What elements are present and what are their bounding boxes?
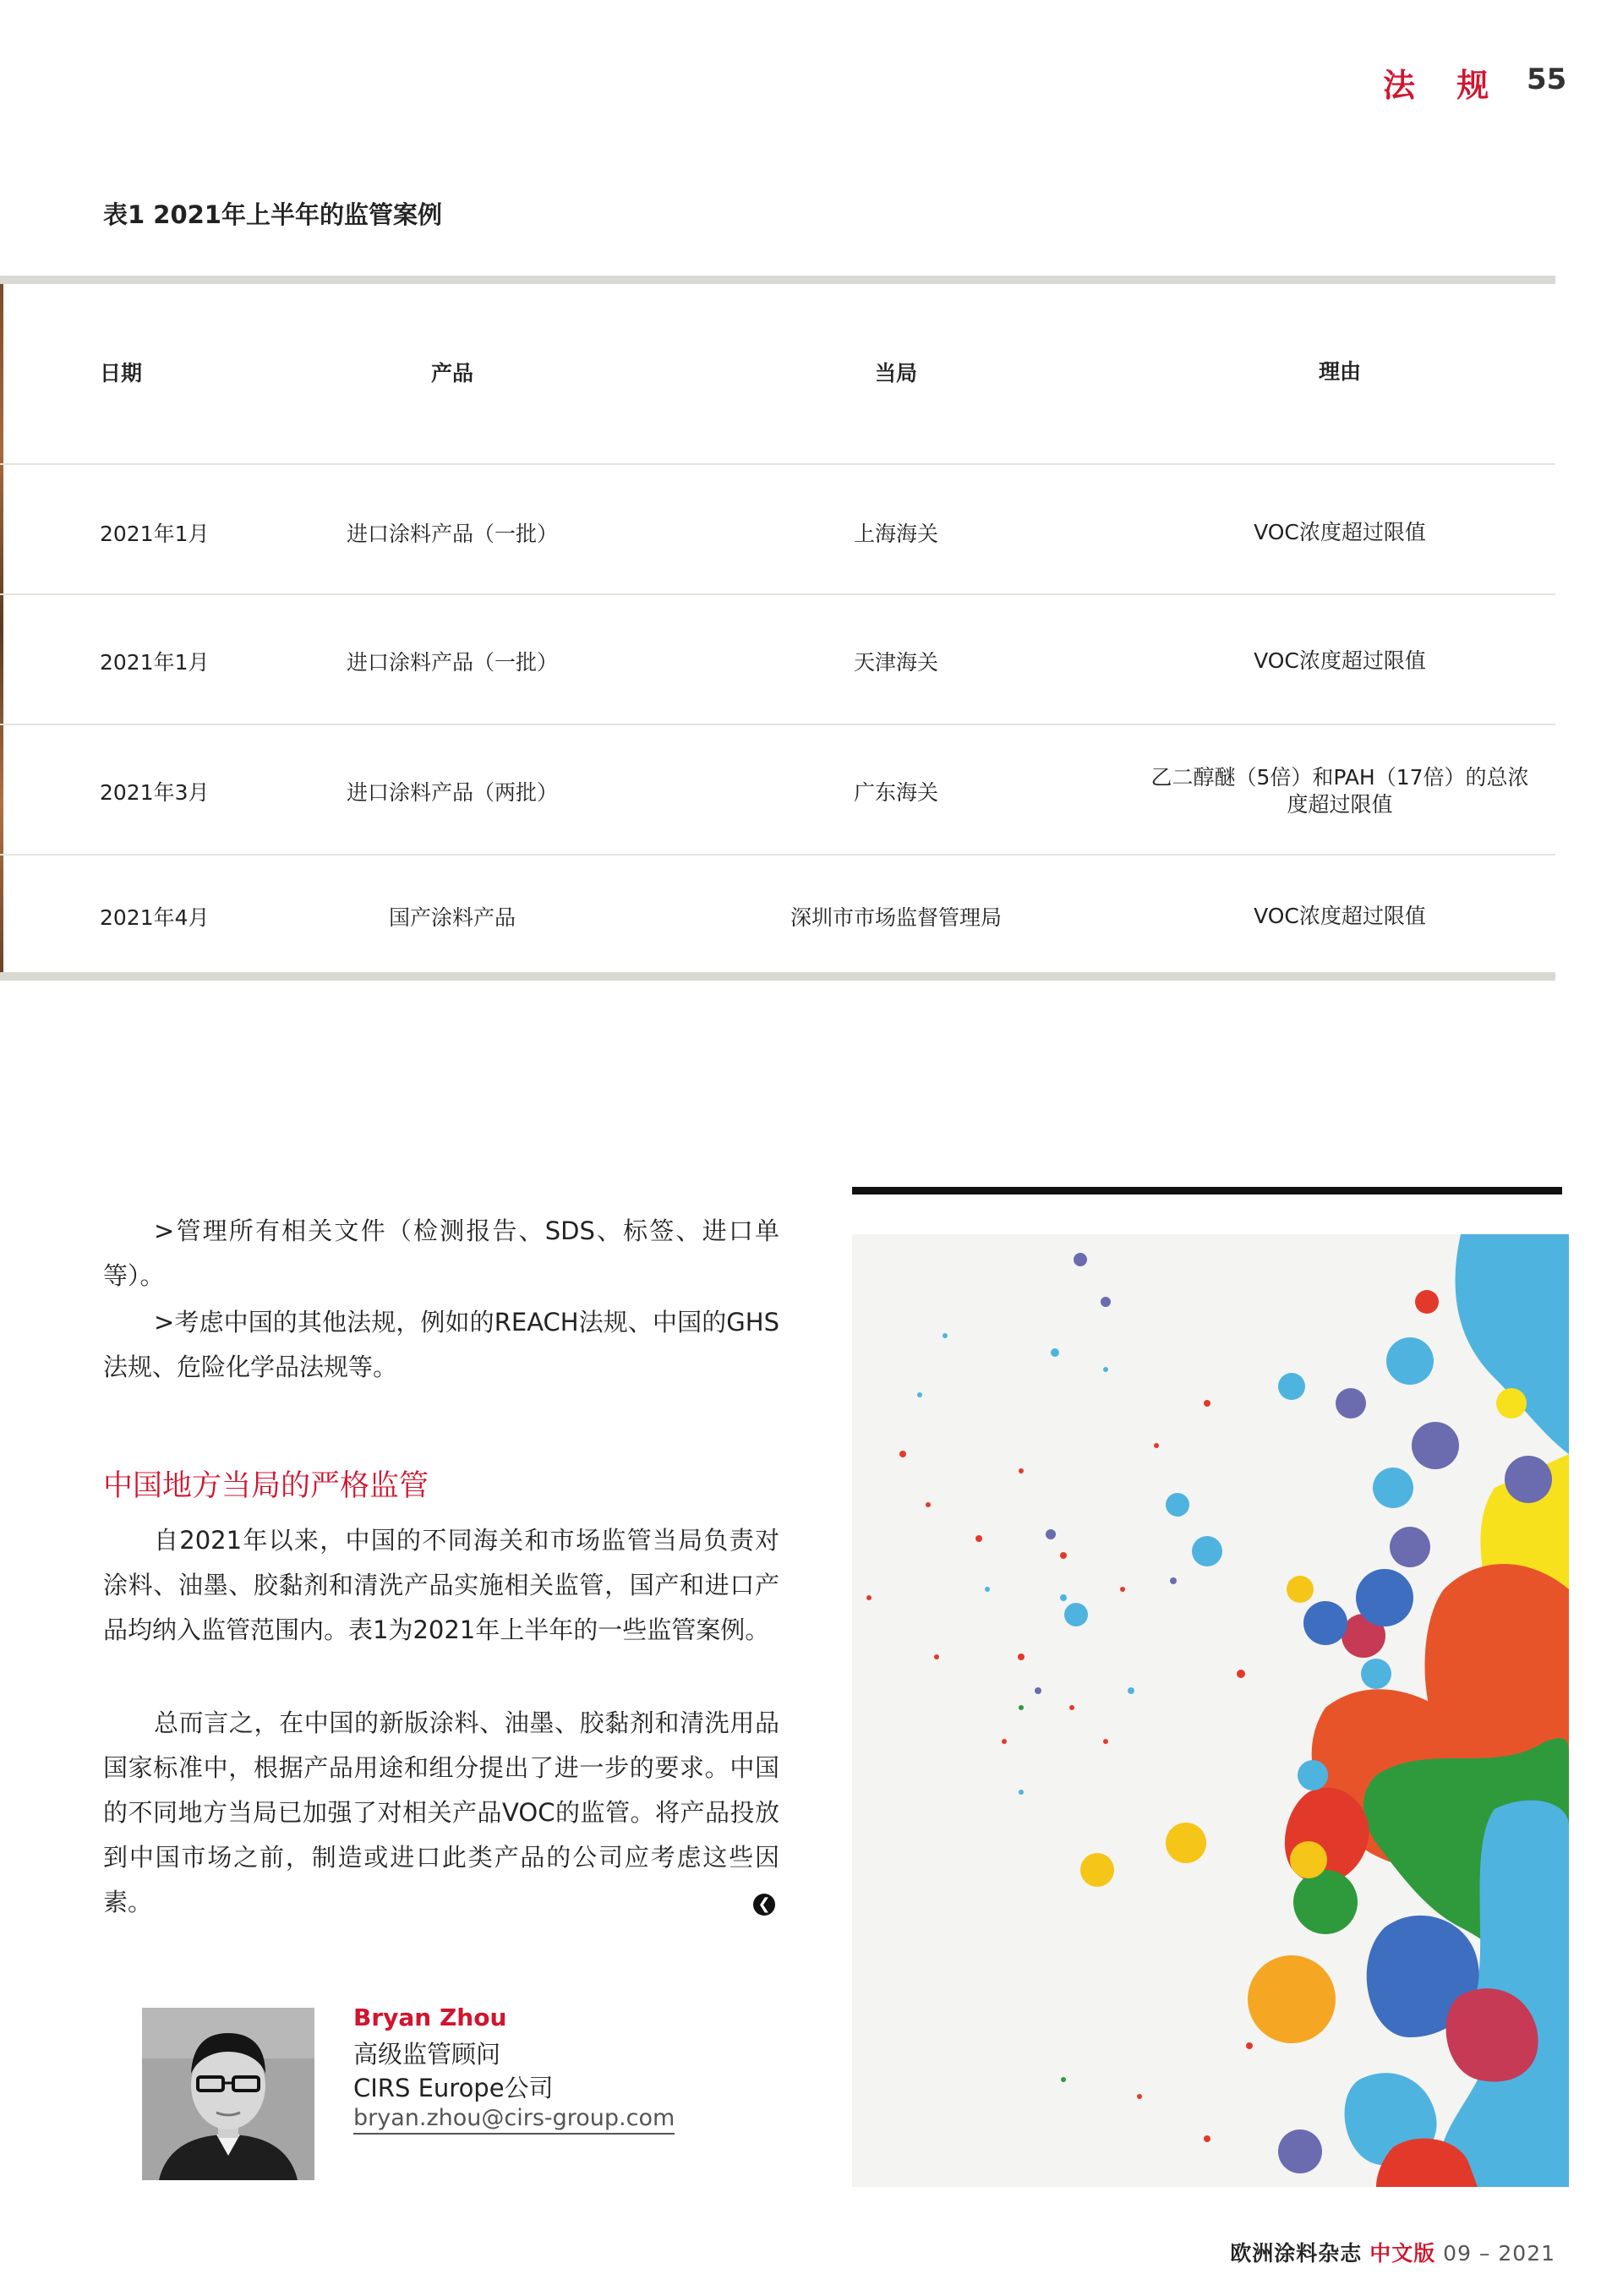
art-top-rule xyxy=(852,1187,1562,1194)
left-edge-strip xyxy=(0,276,3,981)
footer-edition: 中文版 xyxy=(1369,2241,1436,2266)
table-cell-product: 进口涂料产品（一批） xyxy=(346,522,558,546)
table-cell-reason: 乙二醇醚（5倍）和PAH（17倍）的总浓度超过限值 xyxy=(1150,765,1529,817)
table-cell-reason: VOC浓度超过限值 xyxy=(1254,904,1426,928)
table-header-reason: 理由 xyxy=(1318,359,1361,384)
table-cell-date: 2021年3月 xyxy=(100,780,210,805)
body-paragraph: 自2021年以来，中国的不同海关和市场监管当局负责对涂料、油墨、胶黏剂和清洗产品实施相关监管，国产和进口产品均纳入监管范围内。表1为2021年上半年的一些监管案例。 xyxy=(103,1526,779,1644)
table-row-divider xyxy=(0,463,1555,465)
bullet-paragraph: >管理所有相关文件（检测报告、SDS、标签、进口单等）。 xyxy=(103,1216,779,1290)
table-cell-date: 2021年1月 xyxy=(100,522,210,546)
page-number: 55 xyxy=(1527,63,1567,96)
arrow-circle-icon: ❮ xyxy=(753,1894,775,1916)
page-footer xyxy=(1230,2237,1555,2267)
footer-issue: 09 – 2021 xyxy=(1443,2241,1555,2266)
bullet-paragraph: >考虑中国的其他法规，例如的REACH法规、中国的GHS法规、危险化学品法规等。 xyxy=(103,1308,779,1381)
paint-splash-illustration xyxy=(852,1234,1569,2187)
table-bottom-rule xyxy=(0,972,1555,981)
author-company: CIRS Europe公司 xyxy=(353,2074,554,2102)
table-cell-authority: 广东海关 xyxy=(853,780,938,805)
table-cell-date: 2021年4月 xyxy=(100,905,210,930)
table-header-authority: 当局 xyxy=(874,361,917,385)
table-row-divider xyxy=(0,724,1555,725)
table-cell-reason: VOC浓度超过限值 xyxy=(1254,648,1426,673)
table-row-divider xyxy=(0,854,1555,856)
table-caption: 表1 2021年上半年的监管案例 xyxy=(103,200,442,229)
table-cell-authority: 上海海关 xyxy=(853,522,938,546)
subheading: 中国地方当局的严格监管 xyxy=(103,1469,429,1503)
footer-magazine: 欧洲涂料杂志 xyxy=(1230,2241,1363,2266)
body-paragraph: 总而言之，在中国的新版涂料、油墨、胶黏剂和清洗用品国家标准中，根据产品用途和组分提出了进一步的要求。中国的不同地方当局已加强了对相关产品VOC的监管。将产品投放到中国市场之前，制造或进口此类产品的公司应考虑这些因素。 xyxy=(103,1708,779,1916)
author-email-link[interactable]: bryan.zhou@cirs-group.com xyxy=(353,2105,675,2135)
author-title: 高级监管顾问 xyxy=(353,2040,501,2069)
table-cell-authority: 深圳市市场监督管理局 xyxy=(790,905,1002,930)
table-header-product: 产品 xyxy=(430,361,473,385)
table-cell-authority: 天津海关 xyxy=(853,650,938,675)
table-cell-reason: VOC浓度超过限值 xyxy=(1254,520,1426,544)
table-top-rule xyxy=(0,276,1555,284)
table-cell-product: 国产涂料产品 xyxy=(388,905,516,930)
author-photo xyxy=(142,2008,314,2180)
table-cell-product: 进口涂料产品（一批） xyxy=(346,650,558,675)
table-row-divider xyxy=(0,593,1555,595)
table-cell-date: 2021年1月 xyxy=(100,650,210,675)
section-title: 法 规 xyxy=(1383,67,1505,104)
table-cell-product: 进口涂料产品（两批） xyxy=(346,780,558,805)
author-name: Bryan Zhou xyxy=(353,2004,507,2031)
table-header-date: 日期 xyxy=(100,361,143,385)
